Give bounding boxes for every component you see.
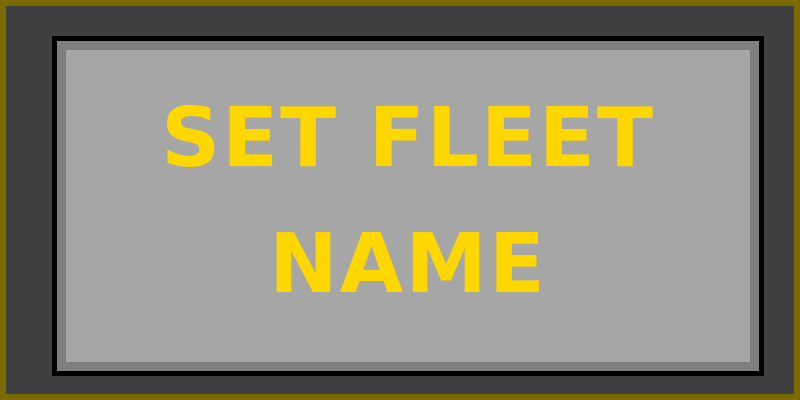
set-fleet-name-button[interactable] [52, 36, 764, 376]
set-fleet-name-label: SET FLEET NAME [161, 91, 655, 312]
button-bevel [57, 41, 759, 371]
button-face [66, 50, 750, 362]
